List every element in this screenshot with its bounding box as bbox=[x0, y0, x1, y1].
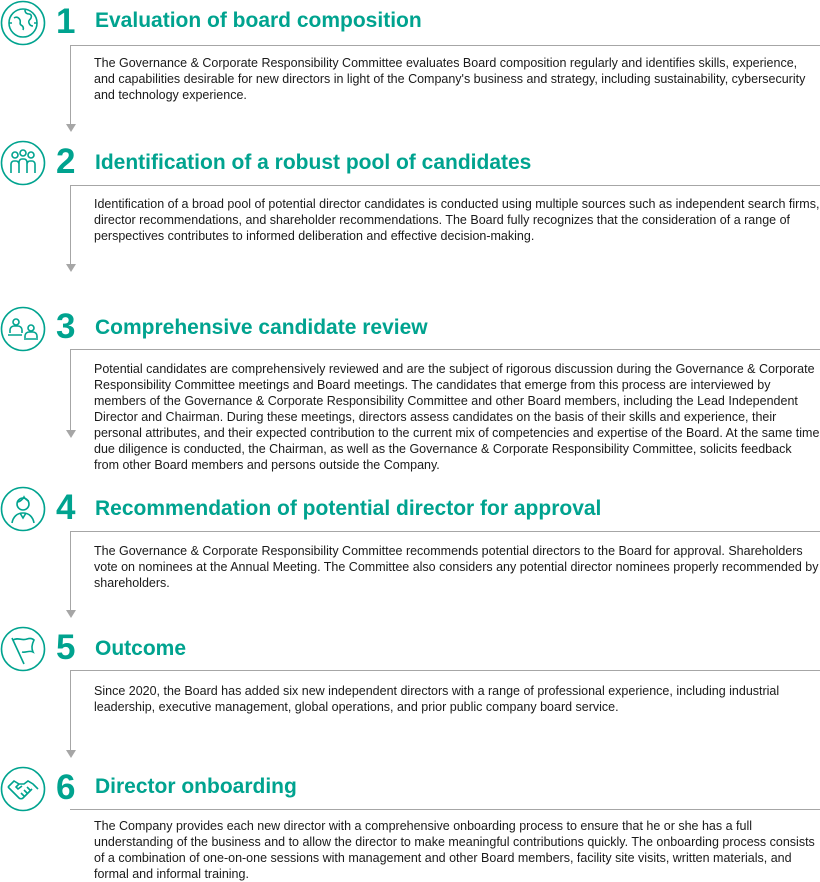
divider bbox=[70, 349, 820, 350]
down-arrow-icon bbox=[66, 750, 76, 758]
step-title: Outcome bbox=[95, 637, 187, 660]
globe-icon bbox=[0, 0, 46, 46]
step-number: 5 bbox=[56, 628, 76, 667]
step-description: Identification of a broad pool of potential director candidates is conducted using multiple sources such as independent search firms, director recommendations, and shareholder recommendations. The Board fully recognizes that the consideration of a range of perspectives contributes to informed deliberation and effective decision-making. bbox=[94, 197, 820, 243]
step-title: Recommendation of potential director for approval bbox=[95, 497, 602, 520]
down-arrow-icon bbox=[66, 610, 76, 618]
down-arrow-icon bbox=[66, 264, 76, 272]
connector-line bbox=[70, 532, 71, 610]
connector-line bbox=[70, 46, 71, 124]
connector-line bbox=[70, 671, 71, 750]
interview-icon bbox=[0, 306, 46, 352]
step-description: The Company provides each new director with a comprehensive onboarding process to ensure that he or she has a full understanding of the business and to allow the director to make meaningful contributions quickly. The onboarding process consists of a combination of one-on-one sessions with management and other Board members, facility site visits, written materials, and formal and informal training. bbox=[94, 819, 815, 881]
step-title: Director onboarding bbox=[95, 775, 297, 798]
connector-line bbox=[70, 350, 71, 430]
divider bbox=[70, 531, 820, 532]
step-title: Evaluation of board composition bbox=[95, 9, 422, 32]
divider bbox=[70, 185, 820, 186]
flag-icon bbox=[0, 626, 46, 672]
step-number: 6 bbox=[56, 768, 76, 807]
divider bbox=[70, 670, 820, 671]
step-number: 4 bbox=[56, 488, 76, 527]
divider bbox=[70, 45, 820, 46]
step-title: Comprehensive candidate review bbox=[95, 316, 428, 339]
step-description: Potential candidates are comprehensively reviewed and are the subject of rigorous discussion during the Governance & Corporate Responsibility Committee meetings and Board meetings. The candidates that emerge from this process are interviewed by members of the Governance & Corporate Responsibility Committee and other Board members, including the Lead Independent Director and Chairman. During these meetings, directors assess candidates on the basis of their skills and experience, their personal attributes, and their expected contribution to the current mix of competencies and expertise of the Board. At the same time due diligence is conducted, the Chairman, as well as the Governance & Corporate Responsibility Committee, solicits feedback from other Board members and persons outside the Company. bbox=[94, 362, 820, 472]
step-title: Identification of a robust pool of candidates bbox=[95, 151, 532, 174]
step-number: 1 bbox=[56, 2, 76, 41]
group-of-people-icon bbox=[0, 140, 46, 186]
handshake-icon bbox=[0, 766, 46, 812]
connector-line bbox=[70, 186, 71, 264]
step-number: 2 bbox=[56, 142, 76, 181]
step-description: The Governance & Corporate Responsibility Committee evaluates Board composition regularly and identifies skills, experience, and capabilities desirable for new directors in light of the Company's business and strategy, including sustainability, cybersecurity and technology experience. bbox=[94, 56, 806, 102]
down-arrow-icon bbox=[66, 124, 76, 132]
divider bbox=[70, 809, 820, 810]
step-description: Since 2020, the Board has added six new independent directors with a range of professional experience, including industrial leadership, executive management, global operations, and prior public company board service. bbox=[94, 684, 780, 714]
down-arrow-icon bbox=[66, 430, 76, 438]
step-number: 3 bbox=[56, 307, 76, 346]
step-description: The Governance & Corporate Responsibility Committee recommends potential directors to the Board for approval. Shareholders vote on nominees at the Annual Meeting. The Committee also considers any potential director nominees properly recommended by shareholders. bbox=[94, 544, 819, 590]
person-icon bbox=[0, 486, 46, 532]
